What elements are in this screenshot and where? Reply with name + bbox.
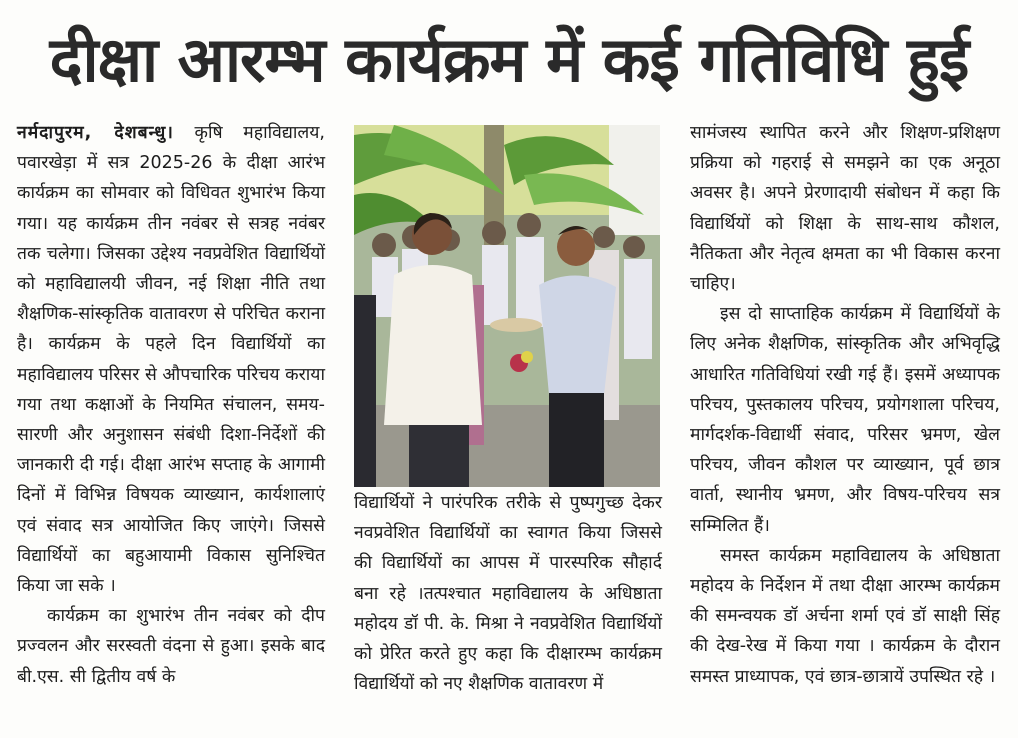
paragraph-text: कृषि महाविद्यालय, पवारखेड़ा में सत्र 2025-26 के दीक्षा आरंभ कार्यक्रम का सोमवार को विधिवत शुभारंभ किया गया। यह कार्यक्रम तीन नवंबर से सत्रह नवंबर तक चलेगा। जिसका उद्देश्य नवप्रवेशित विद्यार्थियों को महाविद्यालयी जीवन, नई शिक्षा नीति तथा शैक्षणिक-सांस्कृतिक वातावरण से परिचित कराना है। कार्यक्रम के पहले दिन विद्यार्थियों का महाविद्यालय परिसर से औपचारिक परिचय कराया गया तथा कक्षाओं के नियमित संचालन, समय-सारणी और अनुशासन संबंधी दिशा-निर्देशों की जानकारी दी गई। दीक्षा आरंभ सप्ताह के आगामी दिनों में विभिन्न विषयक व्याख्यान, कार्यशालाएं एवं संवाद सत्र आयोजित किए जाएंगे। जिससे विद्यार्थियों का बहुआयामी विकास सुनिश्चित किया जा सके ।: [17, 123, 325, 597]
article-paragraph: समस्त कार्यक्रम महाविद्यालय के अधिष्ठाता महोदय के निर्देशन में तथा दीक्षा आरम्भ कार्यक्रम की समन्वयक डॉ अर्चना शर्मा एवं डॉ साक्षी सिंह की देख-रेख में किया गया । कार्यक्रम के दौरान समस्त प्राध्यापक, एवं छात्र-छात्रायें उपस्थित रहे ।: [690, 545, 1000, 687]
article-paragraph: विद्यार्थियों ने पारंपरिक तरीके से पुष्पगुच्छ देकर नवप्रवेशित विद्यार्थियों का स्वागत किया जिससे की विद्यार्थियों का आपस में पारस्परिक सौहार्द बना रहे ।तत्पश्चात महाविद्यालय के अधिष्ठाता महोदय डॉ पी. के. मिश्रा ने नवप्रवेशित विद्यार्थियों को प्रेरित करते हुए कहा कि दीक्षारम्भ कार्यक्रम विद्यार्थियों को नए शैक्षणिक वातावरण में: [354, 493, 662, 695]
headline: दीक्षा आरम्भ कार्यक्रम में कई गतिविधि हुई: [49, 23, 969, 96]
article-column-2: [354, 488, 662, 699]
article-paragraph: कार्यक्रम का शुभारंभ तीन नवंबर को दीप प्रज्वलन और सरस्वती वंदना से हुआ। इसके बाद बी.एस. सी द्वितीय वर्ष के: [17, 606, 325, 687]
article-paragraph: इस दो साप्ताहिक कार्यक्रम में विद्यार्थियों के लिए अनेक शैक्षणिक, सांस्कृतिक और अभिवृद्धि आधारित गतिविधियां रखी गई हैं। इसमें अध्यापक परिचय, पुस्तकालय परिचय, प्रयोगशाला परिचय, मार्गदर्शक-विद्यार्थी संवाद, परिसर भ्रमण, खेल परिचय, जीवन कौशल पर व्याख्यान, पूर्व छात्र वार्ता, स्थानीय भ्रमण, और विषय-परिचय सत्र सम्मिलित हैं।: [690, 304, 1000, 536]
article-column-3: [690, 118, 1000, 692]
photo-illustration: [354, 125, 660, 487]
article-column-1: [17, 118, 325, 692]
dateline: नर्मदापुरम, देशबन्धु।: [17, 123, 174, 143]
news-photo: [354, 125, 660, 487]
article-paragraph: सामंजस्य स्थापित करने और शिक्षण-प्रशिक्षण प्रक्रिया को गहराई से समझने का एक अनूठा अवसर है। अपने प्रेरणादायी संबोधन में कहा कि विद्यार्थियों को शिक्षा के साथ-साथ कौशल, नैतिकता और नेतृत्व क्षमता का भी विकास करना चाहिए।: [690, 123, 1000, 295]
article-paragraph: [17, 118, 325, 601]
